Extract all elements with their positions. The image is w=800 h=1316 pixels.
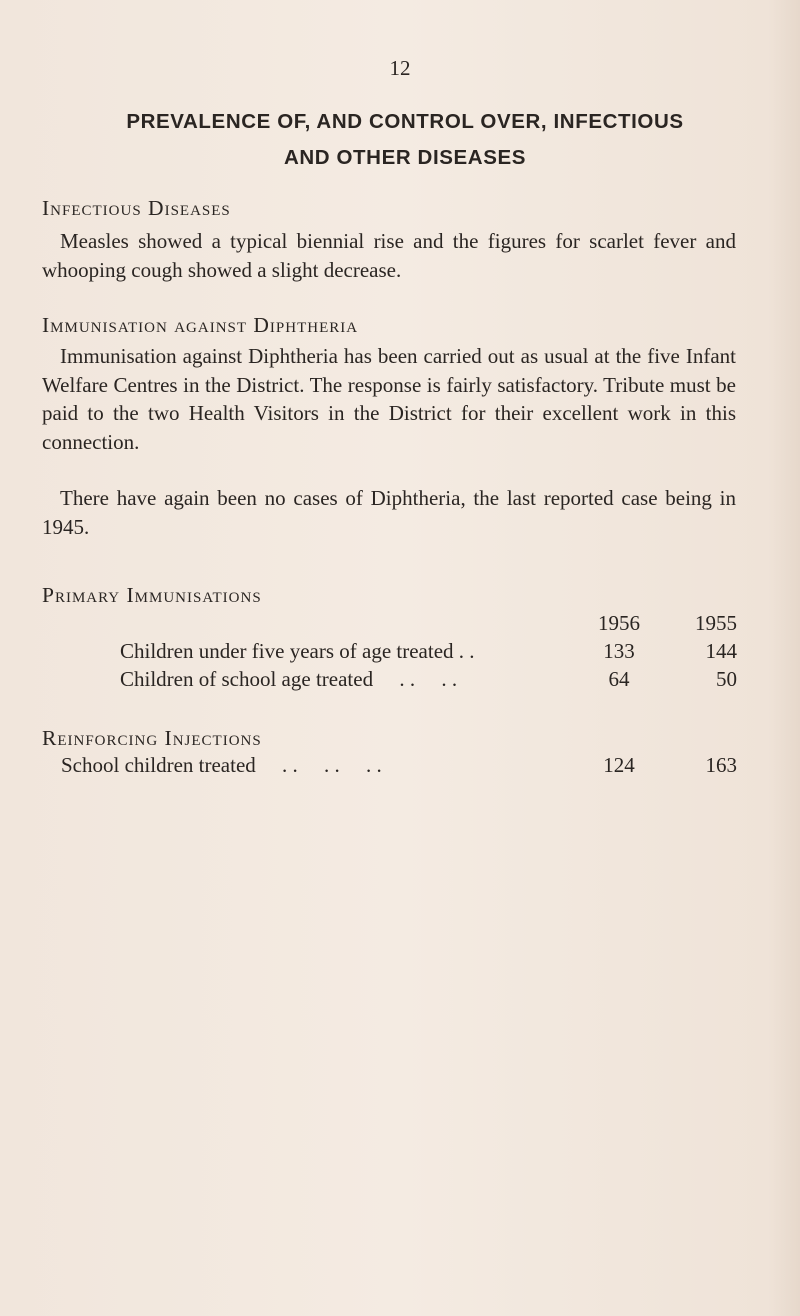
value-under-five-1955: 144 [705, 639, 737, 663]
title-line-2: AND OTHER DISEASES [283, 146, 527, 169]
paragraph-infectious-diseases: Measles showed a typical biennial rise and the figures for scarlet fever and whooping cough showed a slight decrease. [42, 229, 736, 282]
row-label-school-children: School children treated . . . . . . [61, 753, 382, 777]
heading-primary-immunisations: Primary Immunisations [42, 583, 262, 607]
table-row [0, 753, 800, 781]
column-header-1956: 1956 [598, 611, 640, 635]
column-header-1955: 1955 [695, 611, 737, 635]
table-header-row [0, 611, 800, 639]
title-line-1: PREVALENCE OF, AND CONTROL OVER, INFECTIOUS [126, 110, 684, 133]
row-label-school-age: Children of school age treated . . . . [120, 667, 458, 691]
table-row [0, 639, 800, 667]
page-number: 12 [389, 56, 411, 80]
page-title [40, 104, 770, 176]
value-school-age-1955: 50 [716, 667, 737, 691]
value-reinforcing-1956: 124 [603, 753, 635, 777]
row-label-under-five: Children under five years of age treated . . [120, 639, 475, 663]
paragraph-immunisation-1: Immunisation against Diphtheria has been carried out as usual at the five Infant Welfare Centres in the District. The response is fairly satisfactory. Tribute must be paid to the two Health Visitors in the District for their excellent work in this connection. [42, 344, 736, 454]
table-row [0, 667, 800, 695]
value-reinforcing-1955: 163 [705, 753, 737, 777]
value-school-age-1956: 64 [608, 667, 630, 691]
heading-reinforcing-injections: Reinforcing Injections [42, 726, 262, 750]
heading-immunisation: Immunisation against Diphtheria [42, 313, 359, 337]
value-under-five-1956: 133 [603, 639, 635, 663]
paragraph-immunisation-2: There have again been no cases of Diphtheria, the last reported case being in 1945. [42, 486, 736, 539]
heading-infectious-diseases: Infectious Diseases [42, 196, 231, 220]
